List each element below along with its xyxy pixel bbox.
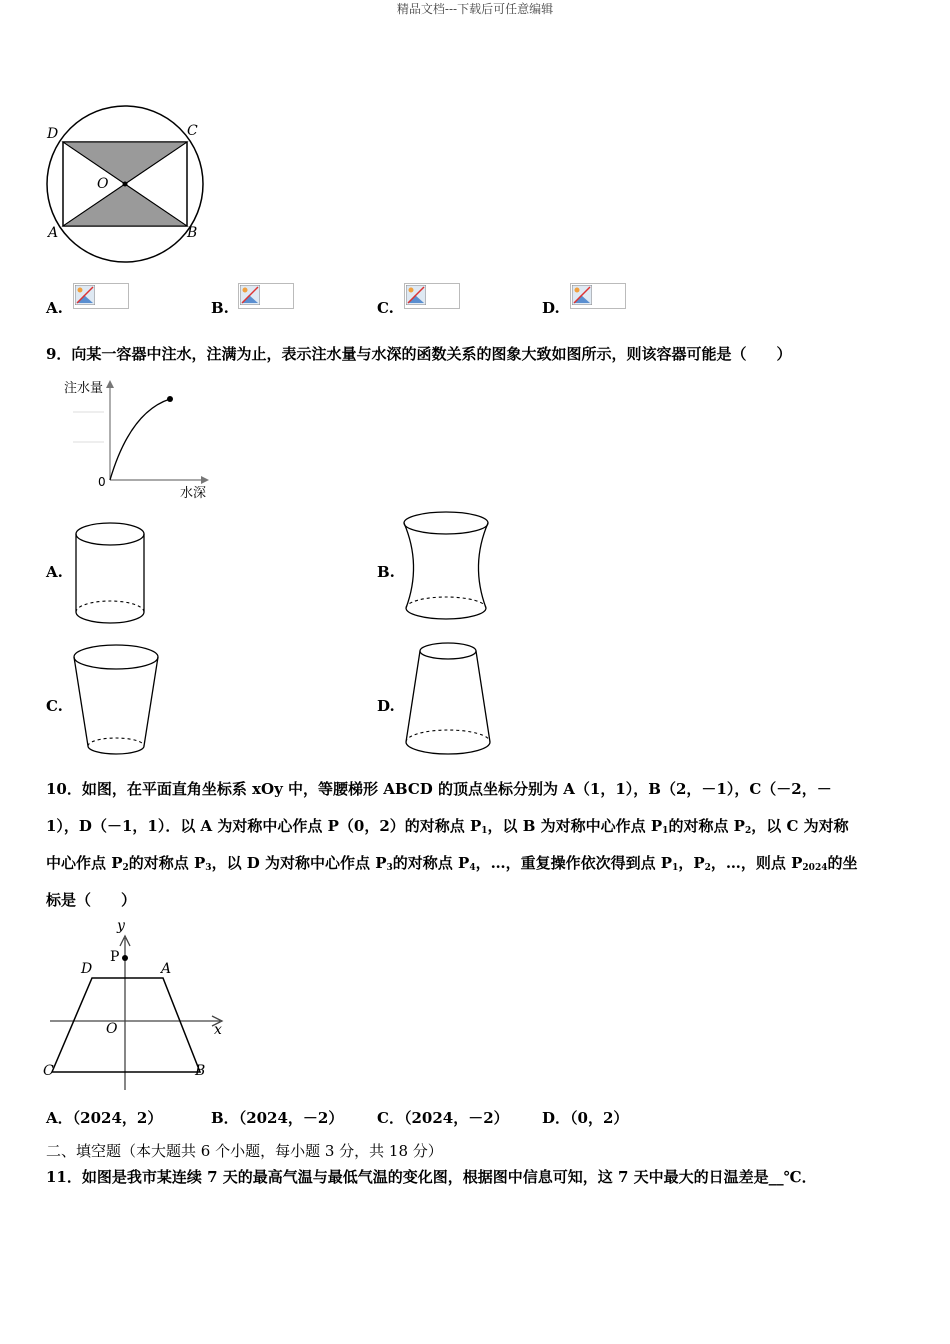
q10-fig-a-label: A [161, 961, 172, 977]
q10-line-4: 标是（ ） [46, 891, 137, 909]
q9-option-a-label: A. [46, 563, 63, 581]
q8-option-d-label: D. [542, 299, 560, 317]
q10-fig-x-label: x [214, 1022, 222, 1038]
q10-fig-y-label: y [117, 918, 125, 934]
section-2-title: 二、填空题（本大题共 6 个小题，每小题 3 分，共 18 分） [46, 1142, 443, 1160]
q10-fig-c-label: C [43, 1063, 54, 1079]
q9-option-b-label: B. [377, 563, 395, 581]
q8-label-a: A [48, 225, 59, 241]
q9-text: 9．向某一容器中注水，注满为止，表示注水量与水深的函数关系的图象大致如图所示，则该容器可能是（ ） [46, 345, 792, 363]
q9-option-c-cup-container[interactable] [70, 640, 162, 760]
q8-label-c: C [187, 123, 198, 139]
q10-fig-d-label: D [81, 961, 93, 977]
q10-fig-b-label: B [195, 1063, 206, 1079]
q9-option-b-hourglass-container[interactable] [400, 507, 495, 627]
broken-image-icon [240, 285, 260, 305]
q9-graph-ylabel: 注水量 [64, 381, 104, 396]
broken-image-icon [406, 285, 426, 305]
q9-graph-xlabel: 水深 [180, 486, 207, 501]
page-header: 精品文档---下载后可任意编辑 [396, 2, 554, 16]
q8-label-b: B [187, 225, 198, 241]
q8-option-a-label: A. [46, 299, 63, 317]
q10-option-b[interactable]: B．（2024，－2） [211, 1109, 344, 1127]
q10-line-2: 1），D（－1，1）．以 A 为对称中心作点 P（0，2）的对称点 $P_1$，以 B 为对称中心作点 $P_1$的对称点 $P_2$，以 C 为对称 [46, 817, 849, 836]
q10-line-3: 中心作点 $P_2$的对称点 $P_3$，以 D 为对称中心作点 $P_3$的对称点 $P_4$，…，重复操作依次得到点 $P_1$，$P_2$，…，则点 $P_{2024}$的坐 [46, 854, 858, 873]
q9-option-c-label: C. [46, 697, 63, 715]
q8-option-a-image[interactable] [73, 283, 129, 309]
q9-option-d-label: D. [377, 697, 395, 715]
q10-option-c[interactable]: C．（2024，－2） [377, 1109, 509, 1127]
q10-fig-p-label: P [110, 949, 120, 965]
q8-option-c-image[interactable] [404, 283, 460, 309]
q9-graph-origin: 0 [98, 475, 106, 489]
broken-image-icon [75, 285, 95, 305]
q9-option-a-cylinder[interactable] [70, 518, 150, 624]
q8-option-b-label: B. [211, 299, 229, 317]
q9-option-d-frustum-container[interactable] [400, 637, 496, 761]
q10-option-d[interactable]: D．（0，2） [542, 1109, 629, 1127]
q8-option-b-image[interactable] [238, 283, 294, 309]
q10-option-a[interactable]: A．（2024，2） [46, 1109, 163, 1127]
q8-circle-figure [40, 105, 210, 265]
q8-option-d-image[interactable] [570, 283, 626, 309]
q8-label-o: O [97, 176, 109, 192]
q8-label-d: D [47, 126, 59, 142]
q8-option-c-label: C. [377, 299, 394, 317]
q10-line-1: 10．如图，在平面直角坐标系 xOy 中，等腰梯形 ABCD 的顶点坐标分别为 A（1，1），B（2，－1），C（－2，－ [46, 780, 832, 798]
q11-text: 11．如图是我市某连续 7 天的最高气温与最低气温的变化图，根据图中信息可知，这 7 天中最大的日温差是__℃． [46, 1168, 817, 1186]
q10-fig-o-label: O [106, 1021, 118, 1037]
broken-image-icon [572, 285, 592, 305]
